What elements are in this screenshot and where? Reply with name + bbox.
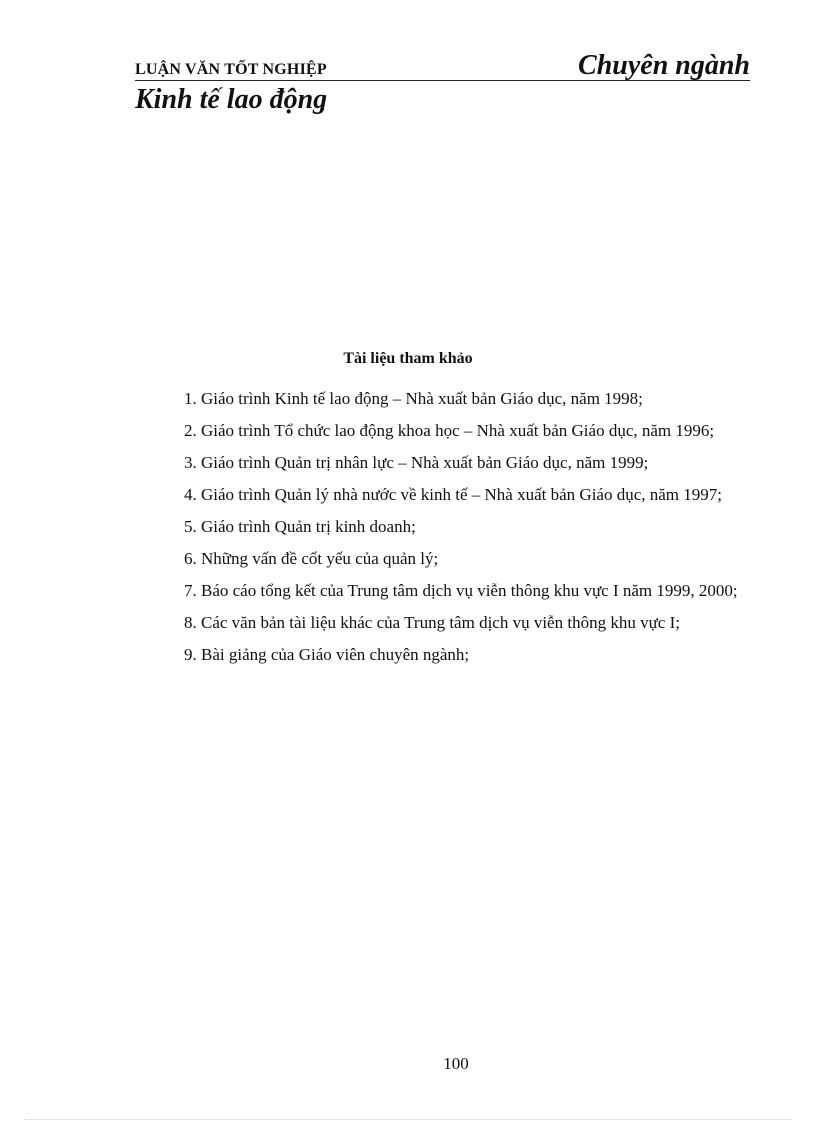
reference-item: 6. Những vấn đề cốt yếu của quản lý; — [184, 549, 439, 568]
reference-item: 9. Bài giảng của Giáo viên chuyên ngành; — [184, 645, 470, 664]
reference-item: 4. Giáo trình Quản lý nhà nước về kinh tế – Nhà xuất bản Giáo dục, năm 1997; — [184, 485, 722, 504]
specialty-label: Chuyên ngành — [578, 50, 750, 81]
reference-item: 5. Giáo trình Quản trị kinh doanh; — [184, 517, 416, 536]
reference-item: 3. Giáo trình Quản trị nhân lực – Nhà xuất bản Giáo dục, năm 1999; — [184, 453, 649, 472]
page-number: 100 — [443, 1054, 469, 1073]
section-title: Tài liệu tham khảo — [343, 350, 473, 367]
reference-item: 8. Các văn bản tài liệu khác của Trung tâm dịch vụ viễn thông khu vực I; — [184, 613, 680, 632]
specialty-name: Kinh tế lao động — [135, 84, 328, 115]
reference-item: 7. Báo cáo tổng kết của Trung tâm dịch vụ viễn thông khu vực I năm 1999, 2000; — [184, 581, 738, 600]
thesis-label: LUẬN VĂN TỐT NGHIỆP — [135, 61, 327, 78]
reference-item: 2. Giáo trình Tổ chức lao động khoa học – Nhà xuất bản Giáo dục, năm 1996; — [184, 421, 715, 440]
reference-item: 1. Giáo trình Kinh tế lao động – Nhà xuất bản Giáo dục, năm 1998; — [184, 389, 643, 408]
reference-list — [135, 383, 750, 671]
page-edge-divider — [24, 1119, 792, 1120]
running-header — [135, 52, 750, 81]
